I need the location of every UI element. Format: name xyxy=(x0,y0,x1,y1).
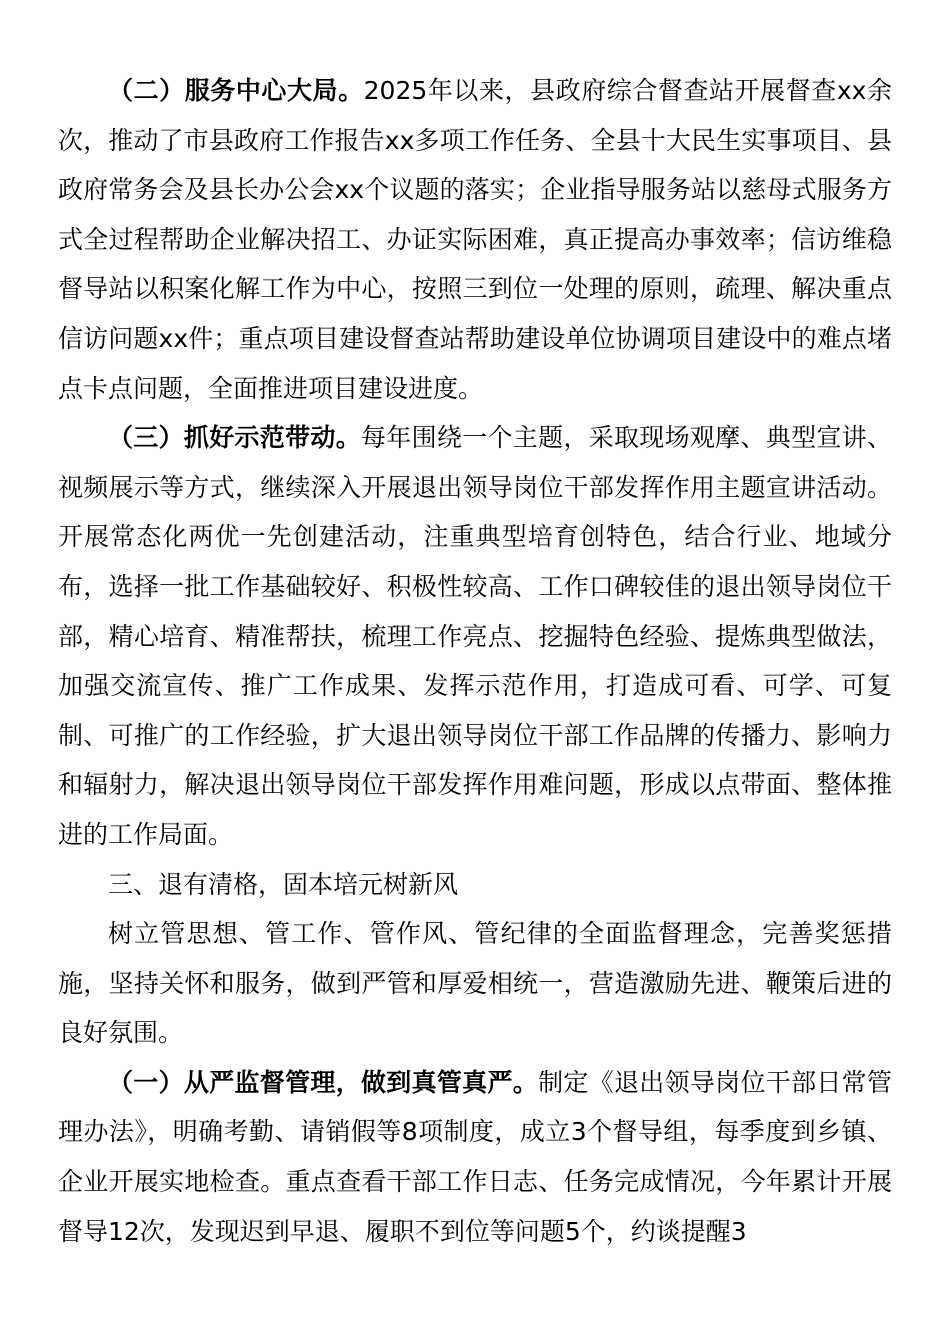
document-page xyxy=(58,66,892,1256)
paragraph-intro xyxy=(58,909,892,1058)
paragraph-body: 每年围绕一个主题，采取现场观摩、典型宣讲、视频展示等方式，继续深入开展退出领导岗位干部发挥作用主题宣讲活动。开展常态化两优一先创建活动，注重典型培育创特色，结合行业、地域分布，选择一批工作基础较好、积极性较高、工作口碑较佳的退出领导岗位干部，精心培育、精准帮扶，梳理工作亮点、挖掘特色经验、提炼典型做法，加强交流宣传、推广工作成果、发挥示范作用，打造成可看、可学、可复制、可推广的工作经验，扩大退出领导岗位干部工作品牌的传播力、影响力和辐射力，解决退出领导岗位干部发挥作用难问题，形成以点带面、整体推进的工作局面。 xyxy=(58,423,892,849)
paragraph-lead: （三）抓好示范带动。 xyxy=(108,423,361,453)
paragraph-body: 制定《退出领导岗位干部日常管理办法》，明确考勤、请销假等8项制度，成立3个督导组，每季度到乡镇、企业开展实地检查。重点查看干部工作日志、任务完成情况，今年累计开展督导12次，发现迟到早退、履职不到位等问题5个，约谈提醒3 xyxy=(58,1067,892,1246)
paragraph-lead: （二）服务中心大局。 xyxy=(108,76,364,105)
paragraph-demonstration xyxy=(58,413,892,859)
paragraph-body: 2025年以来，县政府综合督查站开展督查xx余次，推动了市县政府工作报告xx多项工作任务、全县十大民生实事项目、县政府常务会及县长办公会xx个议题的落实；企业指导服务站以慈母式服务方式全过程帮助企业解决招工、办证实际困难，真正提高办事效率；信访维稳督导站以积案化解工作为中心，按照三到位一处理的原则，疏理、解决重点信访问题xx件；重点项目建设督查站帮助建设单位协调项目建设中的难点堵点卡点问题，全面推进项目建设进度。 xyxy=(58,76,892,403)
paragraph-body: 树立管思想、管工作、管作风、管纪律的全面监督理念，完善奖惩措施，坚持关怀和服务，做到严管和厚爱相统一，营造激励先进、鞭策后进的良好氛围。 xyxy=(58,919,892,1048)
section-heading: 三、退有清格，固本培元树新风 xyxy=(108,869,459,899)
paragraph-supervision xyxy=(58,1058,892,1256)
paragraph-serve-center xyxy=(58,66,892,413)
paragraph-lead: （一）从严监督管理，做到真管真严。 xyxy=(108,1067,539,1097)
